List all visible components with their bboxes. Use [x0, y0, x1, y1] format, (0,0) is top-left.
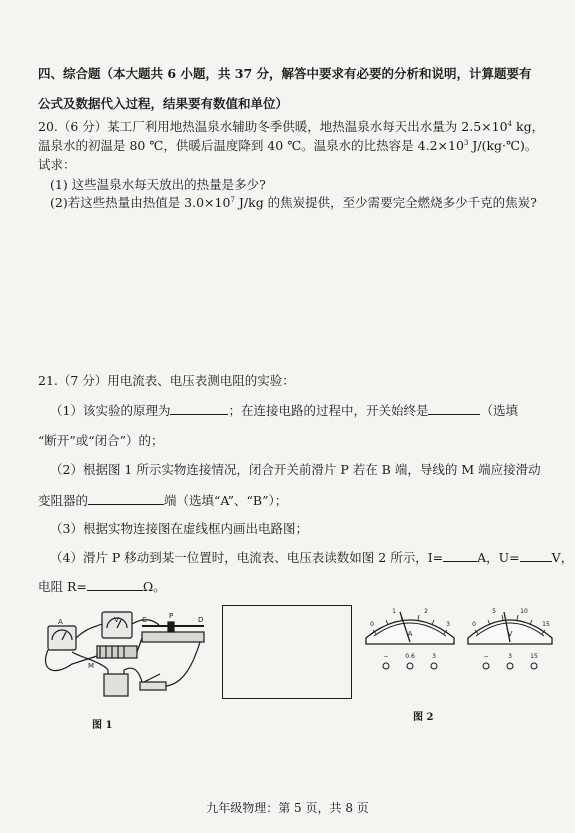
- answer-blank-voltage[interactable]: [520, 549, 552, 562]
- q21-part1: （1）该实验的原理为 ；在连接电路的过程中，开关始终是 （选填: [50, 403, 518, 418]
- q20-sub2: (2)若这些热量由热值是 $3.0\times 10^7$ J/kg 的焦炭提供，至少需要完全燃烧多少千克的焦炭?: [50, 195, 537, 210]
- ammeter-face: [366, 608, 454, 669]
- figure2-meters: [360, 598, 560, 680]
- voltmeter-face: [468, 608, 552, 669]
- q21-part4: （4）滑片 P 移动到某一位置时，电流表、电压表读数如图 2 所示，I= A，U= V，: [50, 550, 574, 565]
- battery: [104, 674, 128, 696]
- q20-line1: 20.（6 分）某工厂利用地热温泉水辅助冬季供暖，地热温泉水每天出水量为 $2.5\times 10^4$ kg，: [38, 119, 545, 134]
- q20-line3: 试求：: [38, 157, 76, 172]
- ammeter-terminal-neg: −: [383, 653, 389, 660]
- answer-blank-switch[interactable]: [428, 402, 480, 415]
- q21-part1-line2: “断开”或“闭合”）的；: [38, 433, 164, 448]
- circuit-label-p: P: [169, 612, 174, 620]
- page-footer: 九年级物理：第 5 页，共 8 页: [206, 801, 369, 815]
- slide-rheostat: [142, 632, 204, 642]
- switch: [140, 682, 166, 690]
- circuit-diagram-box[interactable]: [222, 605, 352, 699]
- section-heading-line2: 公式及数据代入过程，结果要有数值和单位）: [38, 96, 289, 111]
- ammeter-tick-0: 0: [370, 621, 374, 628]
- q21-part4-line2: 电阻 R= Ω。: [38, 579, 166, 594]
- voltmeter-tick-5: 5: [492, 608, 496, 615]
- figure1-caption: 图 1: [92, 720, 113, 731]
- answer-blank-current[interactable]: [443, 549, 477, 562]
- circuit-label-c: C: [142, 616, 147, 624]
- circuit-label-m: M: [88, 662, 95, 670]
- figure1-circuit: [42, 608, 212, 704]
- q21-part2: （2）根据图 1 所示实物连接情况，闭合开关前滑片 P 若在 B 端，导线的 M 端应接滑动: [50, 462, 541, 477]
- q20-line2: 温泉水的初温是 80 ℃，供暖后温度降到 40 ℃。温泉水的比热容是 $4.2\times 10^3$ J/(kg·℃)。: [38, 138, 538, 153]
- ammeter-tick-1: 1: [392, 608, 396, 615]
- figure2-caption: 图 2: [413, 712, 434, 723]
- voltmeter-tick-15: 15: [542, 621, 550, 628]
- voltmeter-tick-10: 10: [520, 608, 528, 615]
- ammeter-tick-2: 2: [424, 608, 428, 615]
- section-heading-line1: 四、综合题（本大题共 6 小题，共 37 分，解答中要求有必要的分析和说明，计算题要有: [38, 66, 532, 81]
- answer-blank-resistance[interactable]: [87, 578, 143, 591]
- ammeter-tick-3: 3: [446, 621, 450, 628]
- voltmeter-terminal-3: 3: [508, 653, 512, 660]
- answer-blank-terminal[interactable]: [88, 492, 164, 505]
- ammeter-terminal-3: 3: [432, 653, 436, 660]
- q21-part2-line2: 变阻器的 端（选填“A”、“B”）；: [38, 493, 288, 508]
- resistor: [97, 646, 137, 658]
- q21-part3: （3）根据实物连接图在虚线框内画出电路图；: [50, 521, 308, 536]
- circuit-label-a: A: [58, 618, 63, 626]
- voltmeter-terminal-neg: −: [483, 653, 489, 660]
- circuit-label-v: V: [114, 616, 119, 624]
- ammeter-unit: A: [407, 630, 413, 638]
- voltmeter-terminal-15: 15: [530, 653, 538, 660]
- voltmeter-tick-0: 0: [472, 621, 476, 628]
- q21-title: 21.（7 分）用电流表、电压表测电阻的实验：: [38, 373, 295, 388]
- q20-sub1: (1) 这些温泉水每天放出的热量是多少?: [50, 177, 266, 192]
- voltmeter-unit: V: [507, 630, 513, 638]
- circuit-label-d: D: [198, 616, 204, 624]
- answer-blank-principle[interactable]: [170, 402, 228, 415]
- ammeter-terminal-0-6: 0.6: [405, 653, 415, 660]
